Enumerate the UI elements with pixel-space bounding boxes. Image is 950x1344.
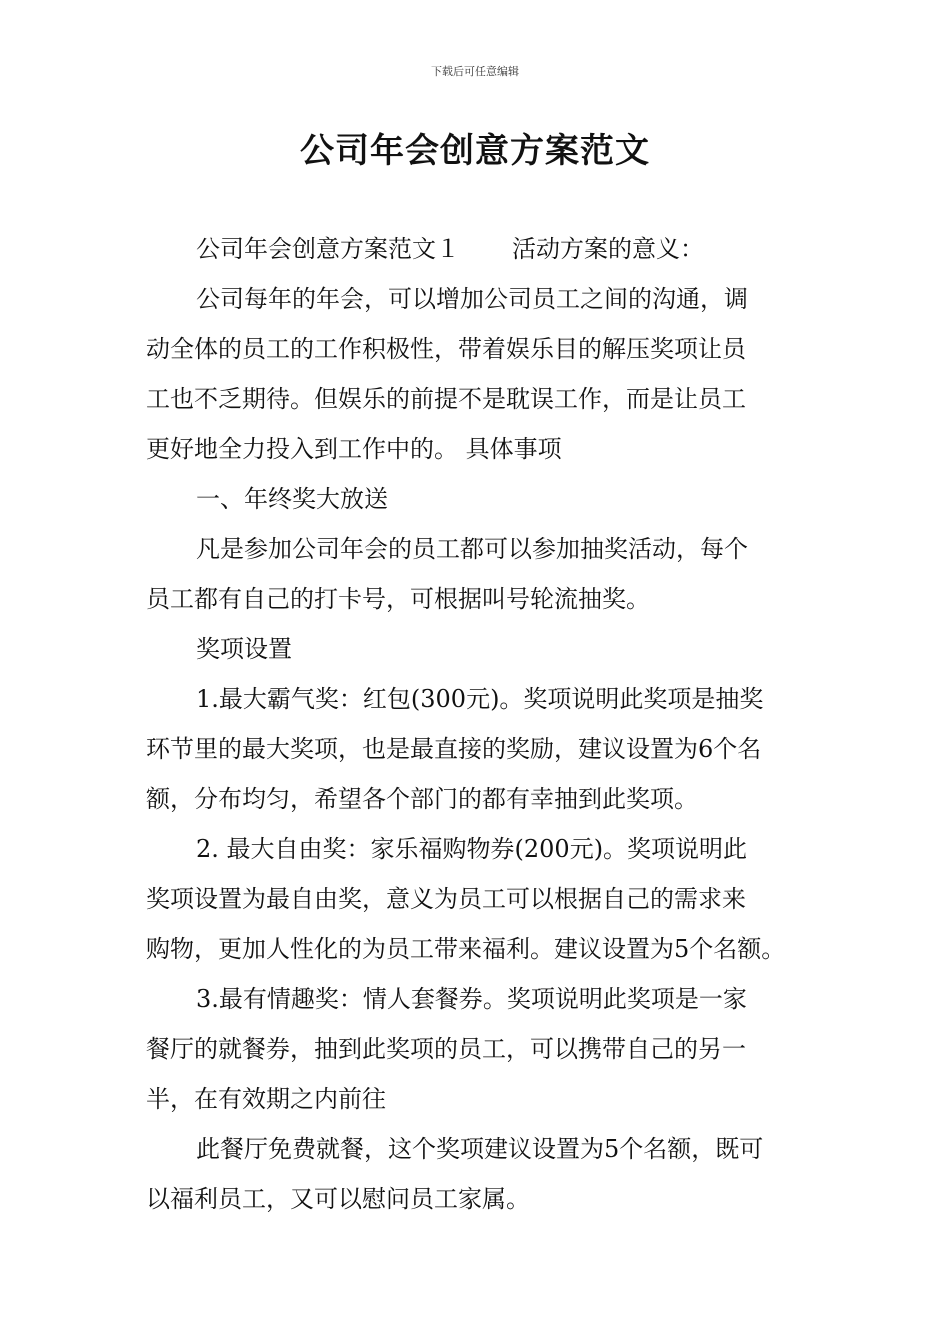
section-heading: 一、年终奖大放送 xyxy=(196,485,388,513)
paragraph-line: 额，分布均匀，希望各个部门的都有幸抽到此奖项。 xyxy=(146,785,698,813)
paragraph-line xyxy=(146,224,806,274)
subsection-heading: 奖项设置 xyxy=(196,635,292,663)
paragraph-line: 动全体的员工的工作积极性，带着娱乐目的解压奖项让员 xyxy=(146,335,746,363)
paragraph-line: 购物，更加人性化的为员工带来福利。建议设置为5个名额。 xyxy=(146,935,786,963)
paragraph-line: 3.最有情趣奖：情人套餐券。奖项说明此奖项是一家 xyxy=(196,985,747,1013)
paragraph-line: 环节里的最大奖项，也是最直接的奖励，建议设置为6个名 xyxy=(146,735,762,763)
paragraph-line: 工也不乏期待。但娱乐的前提不是耽误工作，而是让员工 xyxy=(146,385,746,413)
paragraph-line: 此餐厅免费就餐，这个奖项建议设置为5个名额，既可 xyxy=(196,1135,764,1163)
line-text-secondary: 活动方案的意义： xyxy=(512,235,704,263)
document-title: 公司年会创意方案范文 xyxy=(300,131,650,171)
paragraph-line: 餐厅的就餐券，抽到此奖项的员工，可以携带自己的另一 xyxy=(146,1035,746,1063)
header-note: 下载后可任意编辑 xyxy=(431,65,519,78)
paragraph-line: 凡是参加公司年会的员工都可以参加抽奖活动，每个 xyxy=(196,535,748,563)
paragraph-line: 奖项设置为最自由奖，意义为员工可以根据自己的需求来 xyxy=(146,885,746,913)
paragraph-line: 1.最大霸气奖：红包(300元)。奖项说明此奖项是抽奖 xyxy=(196,685,764,713)
paragraph-line: 半，在有效期之内前往 xyxy=(146,1085,386,1113)
paragraph-line: 公司每年的年会，可以增加公司员工之间的沟通，调 xyxy=(196,285,748,313)
paragraph-line: 2. 最大自由奖：家乐福购物券(200元)。奖项说明此 xyxy=(196,835,748,863)
document-body xyxy=(146,224,806,1224)
paragraph-line: 以福利员工，又可以慰问员工家属。 xyxy=(146,1185,530,1213)
line-text: 公司年会创意方案范文１ xyxy=(196,235,460,263)
paragraph-line: 更好地全力投入到工作中的。 具体事项 xyxy=(146,435,562,463)
paragraph-line: 员工都有自己的打卡号，可根据叫号轮流抽奖。 xyxy=(146,585,650,613)
